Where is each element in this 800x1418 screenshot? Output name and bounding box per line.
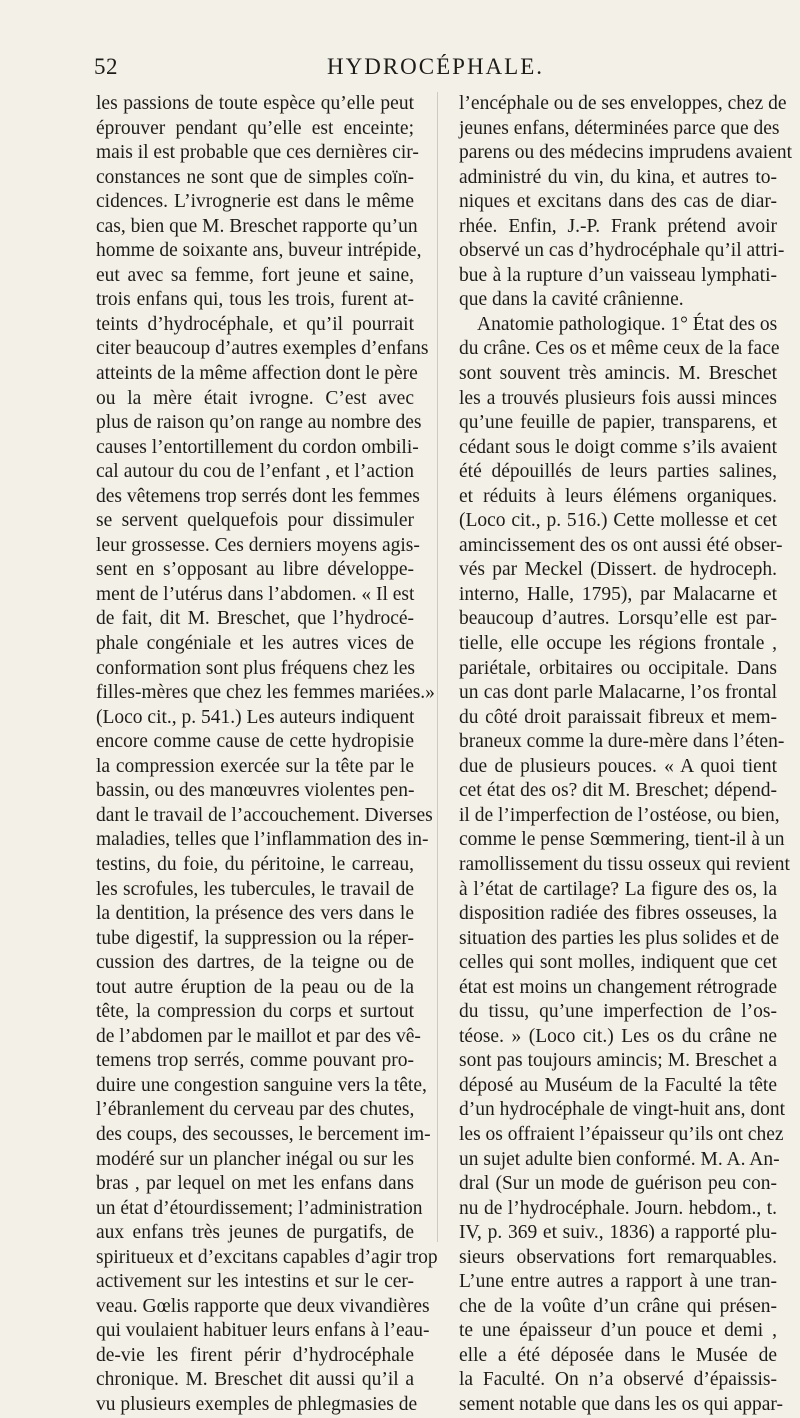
text-line: disposition radiée des fibres osseuses, la (459, 903, 777, 925)
text-line: cidences. L’ivrognerie est dans le même (96, 191, 414, 213)
text-line: téose. » (Loco cit.) Les os du crâne ne (459, 1025, 777, 1047)
text-line: cet état des os? dit M. Breschet; dépend- (459, 780, 777, 802)
text-line: la dentition, la présence des vers dans le (96, 903, 414, 925)
text-line: teints d’hydrocéphale, et qu’il pourrait (96, 313, 414, 335)
text-line: che de la voûte d’un crâne qui présen- (459, 1295, 777, 1317)
text-line: vés par Meckel (Dissert. de hydroceph. (459, 559, 777, 581)
running-title: HYDROCÉPHALE. (326, 54, 545, 79)
text-line: un sujet adulte bien conformé. M. A. An- (459, 1148, 780, 1170)
text-line: interno, Halle, 1795), par Malacarne et (459, 583, 777, 605)
text-line: beaucoup d’autres. Lorsqu’elle est par- (459, 608, 777, 630)
text-line: du tissu, qu’une imperfection de l’os- (459, 1001, 777, 1023)
text-line: amincissement des os ont aussi été obser- (459, 534, 783, 556)
text-line: la Faculté. On n’a observé d’épaissis- (459, 1369, 777, 1391)
text-line: la compression exercée sur la tête par le (96, 755, 414, 777)
text-line: sont souvent très amincis. M. Breschet (459, 363, 777, 385)
text-line: temens trop serrés, comme pouvant pro- (96, 1050, 414, 1072)
text-line: trois enfans qui, tous les trois, furent at- (96, 289, 414, 311)
text-line: mais il est probable que ces dernières cir- (96, 142, 419, 164)
text-line: cas, bien que M. Breschet rapporte qu’un (96, 215, 418, 237)
text-line: du crâne. Ces os et même ceux de la face (459, 338, 780, 360)
text-line: éprouver pendant qu’elle est enceinte; (96, 117, 414, 139)
text-line: modéré sur un plancher inégal ou sur les (96, 1148, 414, 1170)
text-line: les scrofules, les tubercules, le travail de (96, 878, 414, 900)
text-line: et réduits à leurs élémens organiques. (459, 485, 777, 507)
text-line: été dépouillés de leurs parties salines, (459, 461, 777, 483)
text-line: L’une entre autres a rapport à une tran- (459, 1271, 777, 1293)
text-line: cédant sous le doigt comme s’ils avaient (459, 436, 777, 458)
text-line: bue à la rupture d’un vaisseau lymphati- (459, 264, 777, 286)
text-line: vu plusieurs exemples de phlegmasies de (96, 1393, 418, 1415)
text-line: testins, du foie, du péritoine, le carreau, (96, 853, 414, 875)
text-line: due de plusieurs pouces. « A quoi tient (459, 755, 777, 777)
text-line: homme de soixante ans, buveur intrépide, (96, 240, 422, 262)
text-line: leur grossesse. Ces derniers moyens agis- (96, 534, 420, 556)
text-line: rhée. Enfin, J.-P. Frank prétend avoir (459, 215, 777, 237)
page-number: 52 (94, 54, 118, 79)
text-line: te une épaisseur d’un pouce et demi , (459, 1320, 777, 1342)
text-line: administré du vin, du kina, et autres to- (459, 166, 777, 188)
text-line: un cas dont parle Malacarne, l’os frontal (459, 682, 777, 704)
text-line: les os offraient l’épaisseur qu’ils ont chez (459, 1123, 784, 1145)
text-line: duire une congestion sanguine vers la tête, (96, 1074, 427, 1096)
text-line: elle a été déposée dans le Musée de (459, 1344, 777, 1366)
text-line: IV, p. 369 et suiv., 1836) a rapporté plu- (459, 1222, 777, 1244)
text-line: constances ne sont que de simples coïn- (96, 166, 414, 188)
text-line: sont pas toujours amincis; M. Breschet a (459, 1050, 777, 1072)
running-head (94, 54, 777, 84)
text-line: jeunes enfans, déterminées parce que des (459, 117, 780, 139)
text-line: parens ou des médecins imprudens avaient (459, 142, 793, 164)
text-line: encore comme cause de cette hydropisie (96, 731, 414, 753)
text-line: sent en s’opposant au libre développe- (96, 559, 414, 581)
text-line: veau. Gœlis rapporte que deux vivandières (96, 1295, 430, 1317)
text-line: maladies, telles que l’inflammation des in- (96, 829, 429, 851)
text-line: des coups, des secousses, le bercement im- (96, 1123, 431, 1145)
text-line: l’ébranlement du cerveau par des chutes, (96, 1099, 415, 1121)
text-line: les passions de toute espèce qu’elle peut (96, 93, 414, 114)
text-line: des vêtemens trop serrés dont les femmes (96, 485, 420, 507)
text-line: bras , par lequel on met les enfans dans (96, 1173, 414, 1195)
text-line: dral (Sur un mode de guérison peu con- (459, 1173, 777, 1195)
text-line: un état d’étourdissement; l’administration (96, 1197, 423, 1219)
text-line: cal autour du cou de l’enfant , et l’action (96, 461, 414, 483)
text-line: tout autre éruption de la peau ou de la (96, 976, 414, 998)
text-line: Anatomie pathologique. 1° État des os (477, 313, 778, 335)
text-line: qu’une feuille de papier, transparens, et (459, 412, 777, 434)
text-line: l’encéphale ou de ses enveloppes, chez de (459, 93, 787, 114)
left-text-column (96, 92, 438, 1418)
text-line: les a trouvés plusieurs fois aussi minces (459, 387, 777, 409)
text-line: de fait, dit M. Breschet, que l’hydrocé- (96, 608, 414, 630)
text-line: celles qui sont molles, indiquent que cet (459, 952, 777, 974)
text-line: de l’abdomen par le maillot et par des vê- (96, 1025, 421, 1047)
text-line: phale congéniale et les autres vices de (96, 633, 414, 655)
text-line: dant le travail de l’accouchement. Diverses (96, 804, 433, 826)
text-line: situation des parties les plus solides et de (459, 927, 780, 949)
text-line: activement sur les intestins et sur le cer- (96, 1271, 414, 1293)
text-line: spiritueux et d’excitans capables d’agir trop (96, 1246, 438, 1268)
text-line: filles-mères que chez les femmes mariées.» (96, 682, 435, 704)
text-line: d’un hydrocéphale de vingt-huit ans, dont (459, 1099, 786, 1121)
text-line: conformation sont plus fréquens chez les (96, 657, 415, 679)
text-line: à l’état de cartilage? La figure des os, la (459, 878, 777, 900)
text-line: comme le pense Sœmmering, tient-il à un (459, 829, 785, 851)
text-line: causes l’entortillement du cordon ombili- (96, 436, 419, 458)
text-line: que dans la cavité crânienne. (459, 289, 684, 311)
right-text-column (459, 92, 793, 1418)
column-divider (437, 92, 438, 1242)
text-line: se servent quelquefois pour dissimuler (96, 510, 414, 532)
text-line: du côté droit paraissait fibreux et mem- (459, 706, 777, 728)
text-line: eut avec sa femme, fort jeune et saine, (96, 264, 414, 286)
text-line: atteints de la même affection dont le père (96, 363, 418, 385)
text-line: ment de l’utérus dans l’abdomen. « Il est (96, 583, 415, 605)
text-line: chronique. M. Breschet dit aussi qu’il a (96, 1369, 414, 1391)
text-line: pariétale, orbitaires ou occipitale. Dans (459, 657, 777, 679)
text-line: qui voulaient habituer leurs enfans à l’eau- (96, 1320, 430, 1342)
text-line: nu de l’hydrocéphale. Journ. hebdom., t. (459, 1197, 777, 1219)
text-line: niques et excitans dans des cas de diar- (459, 191, 777, 213)
text-line: tube digestif, la suppression ou la réper- (96, 927, 414, 949)
text-line: tielle, elle occupe les régions frontale , (459, 633, 777, 655)
text-line: sieurs observations fort remarquables. (459, 1246, 777, 1268)
text-line: observé un cas d’hydrocéphale qu’il attri- (459, 240, 785, 262)
text-line: de-vie les firent périr d’hydrocéphale (96, 1344, 414, 1366)
text-line: état est moins un changement rétrograde (459, 976, 777, 998)
text-line: tête, la compression du corps et surtout (96, 1001, 414, 1023)
text-line: aux enfans très jeunes de purgatifs, de (96, 1222, 414, 1244)
text-line: (Loco cit., p. 516.) Cette mollesse et cet (459, 510, 777, 532)
text-line: ramollissement du tissu osseux qui revient (459, 853, 790, 875)
text-line: déposé au Muséum de la Faculté la tête (459, 1074, 777, 1096)
text-line: ou la mère était ivrogne. C’est avec (96, 387, 414, 409)
text-line: braneux comme la dure-mère dans l’éten- (459, 731, 785, 753)
text-line: il de l’imperfection de l’ostéose, ou bien, (459, 804, 780, 826)
text-line: sement notable que dans les os qui appar- (459, 1393, 783, 1415)
text-line: citer beaucoup d’autres exemples d’enfans (96, 338, 429, 360)
text-line: cussion des dartres, de la teigne ou de (96, 952, 414, 974)
text-line: plus de raison qu’on range au nombre des (96, 412, 422, 434)
text-line: (Loco cit., p. 541.) Les auteurs indiquent (96, 706, 415, 728)
text-line: bassin, ou des manœuvres violentes pen- (96, 780, 415, 802)
